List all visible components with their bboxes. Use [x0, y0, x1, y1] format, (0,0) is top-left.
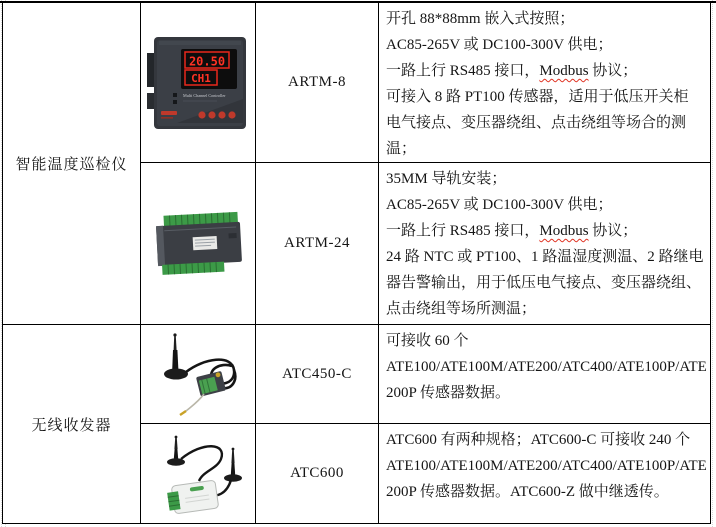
artm-8-product-image — [147, 35, 249, 131]
desc-line: 可接入 8 路 PT100 传感器，适用于低压开关柜 — [386, 89, 689, 105]
product-image-cell — [141, 3, 256, 163]
led-channel: CH1 — [191, 71, 211, 85]
module-body — [156, 221, 242, 265]
description-cell — [379, 325, 711, 424]
meter-led-display — [181, 49, 237, 89]
category-label: 智能温度巡检仪 — [15, 157, 128, 173]
description-cell — [379, 424, 711, 524]
description-cell — [379, 163, 711, 325]
desc-line: 一路上行 RS485 接口，Modbus 协议； — [386, 223, 638, 239]
desc-line: 200P 传感器数据。ATC600-Z 做中继透传。 — [386, 484, 669, 500]
category-label: 无线收发器 — [31, 417, 112, 434]
category-cell-wireless-transceiver — [3, 325, 141, 524]
desc-line: 200P 传感器数据。 — [386, 385, 511, 401]
desc-line: 温； — [386, 141, 417, 157]
transceiver-module — [196, 371, 226, 397]
meter-small-label: Multi Channel Controller — [183, 92, 226, 98]
model-label: ARTM-24 — [284, 235, 350, 251]
model-cell — [256, 163, 379, 325]
transceiver-module — [166, 480, 218, 515]
desc-line: 开孔 88*88mm 嵌入式按照； — [386, 11, 575, 27]
product-image-cell — [141, 325, 256, 424]
description-cell — [379, 3, 711, 163]
desc-line: 电气接点、变压器绕组、点击绕组等场合的测 — [386, 115, 687, 131]
led-reading: 20.50 — [188, 54, 226, 68]
model-label: ARTM-8 — [288, 74, 346, 90]
misspelled-word: Modbus — [539, 63, 589, 79]
whip-antenna-left — [167, 435, 185, 465]
model-cell — [256, 325, 379, 424]
desc-line: AC85-265V 或 DC100-300V 供电； — [386, 197, 613, 213]
desc-line: 一路上行 RS485 接口，Modbus 协议； — [386, 63, 638, 79]
misspelled-word: Modbus — [539, 223, 589, 239]
whip-antenna-right — [224, 447, 242, 481]
page-boundary-right — [712, 0, 713, 527]
din-module — [155, 211, 242, 274]
whip-antenna — [164, 333, 188, 379]
desc-line: ATC600 有两种规格；ATC600-C 可接收 240 个 — [386, 432, 691, 448]
desc-line: AC85-265V 或 DC100-300V 供电； — [386, 37, 613, 53]
atc450-c-product-image — [146, 332, 250, 416]
product-image-cell — [141, 424, 256, 524]
sensor-pigtail-wire — [180, 394, 204, 415]
desc-line: 35MM 导轨安装； — [386, 171, 507, 187]
model-cell — [256, 3, 379, 163]
desc-line: ATE100/ATE100M/ATE200/ATC400/ATE100P/ATE — [386, 458, 707, 474]
model-label: ATC600 — [290, 465, 344, 481]
product-spec-table — [2, 2, 711, 524]
desc-line: 器告警输出，用于低压电气接点、变压器绕组、 — [386, 275, 702, 291]
model-label: ATC450-C — [282, 365, 352, 382]
product-image-cell — [141, 163, 256, 325]
desc-line: 24 路 NTC 或 PT100、1 路温湿度测温、2 路继电 — [386, 249, 704, 265]
atc600-product-image — [143, 433, 253, 515]
desc-line: 点击绕组等场所测温； — [386, 301, 537, 317]
category-cell-temperature-monitor — [3, 3, 141, 325]
desc-line: 可接收 60 个 — [386, 333, 469, 349]
desc-line: ATE100/ATE100M/ATE200/ATC400/ATE100P/ATE — [386, 359, 707, 375]
artm-24-product-image — [149, 211, 247, 277]
model-cell — [256, 424, 379, 524]
